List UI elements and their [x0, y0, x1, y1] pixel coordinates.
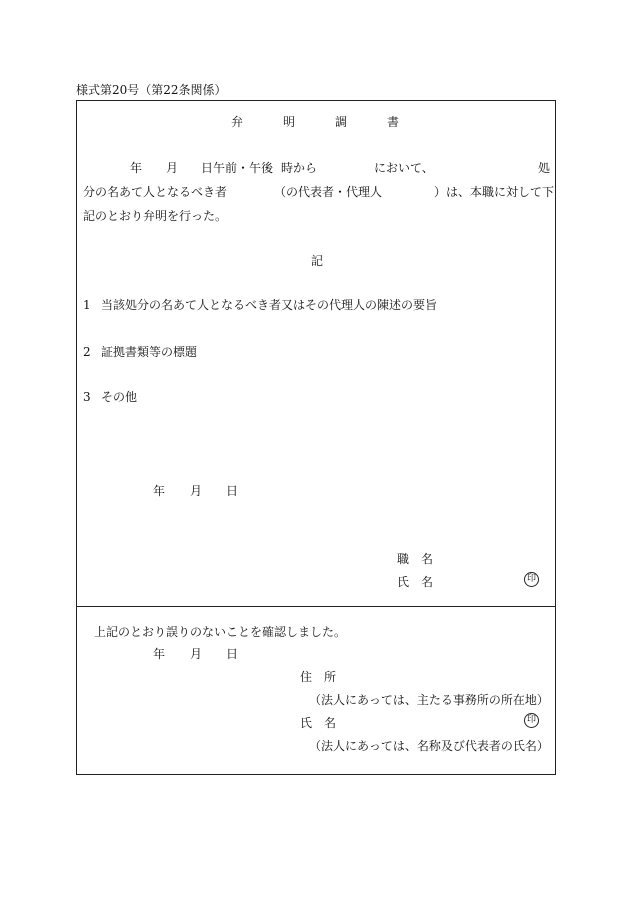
item-number: 1 — [83, 298, 91, 312]
intro-line3: 記のとおり弁明を行った。 — [83, 209, 228, 223]
confirm-name-label: 氏 名 — [300, 716, 337, 730]
confirm-month: 月 — [190, 647, 203, 661]
confirm-year: 年 — [153, 647, 166, 661]
section-divider — [76, 606, 556, 607]
ki-heading: 記 — [311, 254, 324, 268]
intro-year: 年 — [130, 161, 143, 175]
intro-from-time: 時から — [281, 161, 318, 175]
item-text: その他 — [101, 390, 138, 404]
position-label: 職 名 — [397, 552, 434, 566]
name-note: （法人にあっては、名称及び代表者の氏名） — [309, 739, 549, 753]
date-day: 日 — [226, 484, 239, 498]
item-text: 証拠書類等の標題 — [101, 345, 198, 359]
confirm-seal-mark: 印 — [524, 713, 539, 728]
intro-month: 月 — [166, 161, 179, 175]
intro-day-ampm: 日午前・午後 — [201, 161, 274, 175]
item-text: 当該処分の名あて人となるべき者又はその代理人の陳述の要旨 — [101, 298, 438, 312]
intro-place: において、 — [374, 161, 434, 175]
seal-mark: 印 — [524, 572, 539, 587]
name-label: 氏 名 — [397, 575, 434, 589]
address-label: 住 所 — [300, 670, 337, 684]
intro-line2-tail: ）は、本職に対して下 — [434, 185, 555, 199]
intro-line1-tail: 処 — [538, 161, 551, 175]
address-note: （法人にあっては、主たる事務所の所在地） — [309, 693, 549, 707]
document-title: 弁 明 調 書 — [230, 115, 413, 129]
intro-subject: 分の名あて人となるべき者 — [83, 185, 228, 199]
confirm-day: 日 — [226, 647, 239, 661]
date-month: 月 — [190, 484, 203, 498]
form-number: 様式第20号（第22条関係） — [76, 83, 227, 97]
date-year: 年 — [153, 484, 166, 498]
confirm-statement: 上記のとおり誤りのないことを確認しました。 — [94, 625, 347, 639]
intro-representative: （の代表者・代理人 — [274, 185, 383, 199]
item-number: 2 — [83, 345, 91, 359]
item-number: 3 — [83, 390, 91, 404]
